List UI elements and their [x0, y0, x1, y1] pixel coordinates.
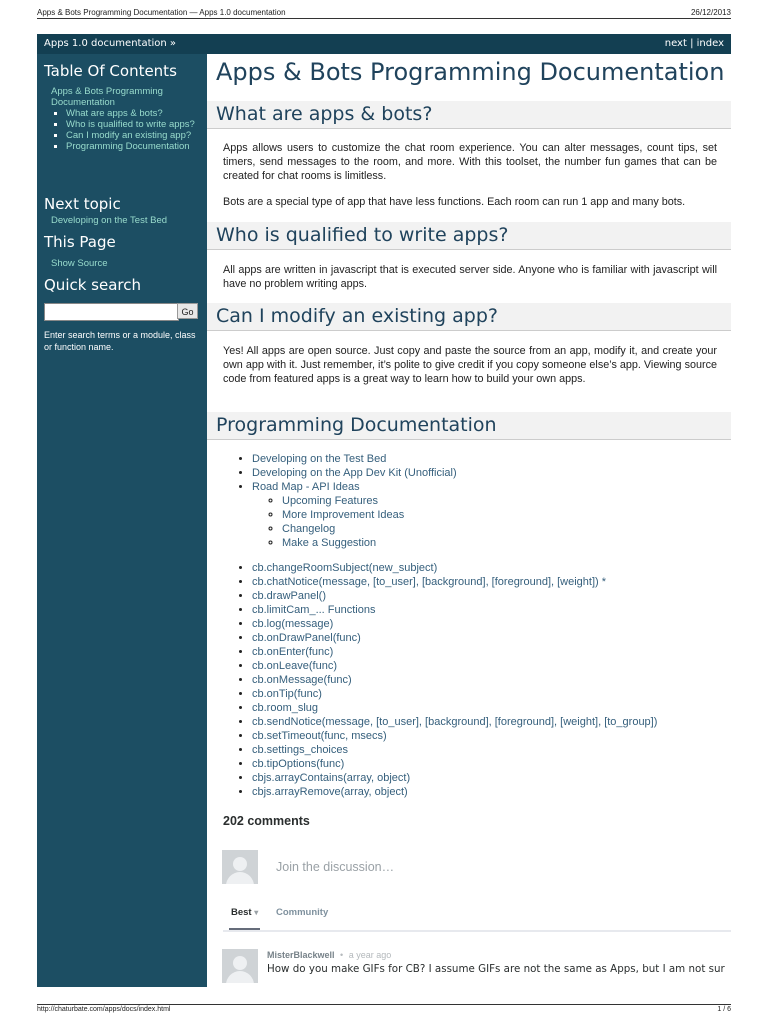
comment-avatar[interactable] — [222, 949, 258, 983]
list-item — [252, 729, 657, 743]
list-item — [252, 480, 457, 550]
list-item — [252, 466, 457, 480]
toc-link-programming-docs[interactable]: Programming Documentation — [66, 141, 190, 152]
toc-item — [66, 108, 201, 119]
search-go-button[interactable]: Go — [177, 303, 198, 319]
toc-link-modify-app[interactable]: Can I modify an existing app? — [66, 130, 192, 141]
tab-best-label: Best — [231, 907, 252, 918]
paragraph: Yes! All apps are open source. Just copy and paste the source from an app, modify it, and create your own app with it. Just remember, it’s polite to give credit if you copy someone else’s app. Viewing source code from featured apps is a great way to learn how to build your own apps. — [223, 345, 717, 385]
list-item — [252, 659, 657, 673]
api-link[interactable]: cb.changeRoomSubject(new_subject) — [252, 562, 438, 574]
search-input[interactable] — [44, 303, 179, 321]
toc-item — [66, 141, 201, 152]
api-link-list — [252, 561, 657, 799]
api-link[interactable]: cb.sendNotice(message, [to_user], [background], [foreground], [weight], [to_group]) — [252, 716, 658, 728]
sidebar — [37, 54, 207, 987]
toc-title: Table Of Contents — [44, 62, 177, 80]
comment-sort-tabs — [223, 906, 731, 932]
list-item — [282, 522, 457, 536]
print-footer-rule — [37, 1004, 731, 1005]
api-link[interactable]: cb.onLeave(func) — [252, 660, 337, 672]
list-item — [252, 757, 657, 771]
related-nav-bar — [37, 34, 731, 54]
search-help-text: Enter search terms or a module, class or function name. — [44, 330, 196, 352]
link-developing-test-bed[interactable]: Developing on the Test Bed — [252, 453, 387, 465]
toc-tree — [51, 86, 201, 152]
comment-count: 202 comments — [223, 814, 310, 828]
related-nav-right — [665, 38, 724, 49]
index-link[interactable]: index — [696, 38, 724, 49]
api-link[interactable]: cb.setTimeout(func, msecs) — [252, 730, 387, 742]
toc-root-link[interactable]: Apps & Bots Programming Documentation — [51, 86, 163, 108]
docs-home-link[interactable]: Apps 1.0 documentation » — [44, 38, 177, 49]
list-item — [252, 687, 657, 701]
section-heading-who-is-qualified: Who is qualified to write apps? — [207, 222, 731, 250]
api-link[interactable]: cb.drawPanel() — [252, 590, 326, 602]
toc-list — [51, 108, 201, 152]
next-topic-link[interactable]: Developing on the Test Bed — [51, 215, 168, 226]
api-link[interactable]: cb.chatNotice(message, [to_user], [background], [foreground], [weight]) * — [252, 576, 607, 588]
list-item — [252, 771, 657, 785]
api-link[interactable]: cbjs.arrayContains(array, object) — [252, 772, 411, 784]
api-link[interactable]: cb.onTip(func) — [252, 688, 322, 700]
link-improvement-ideas[interactable]: More Improvement Ideas — [282, 509, 405, 521]
show-source-link[interactable]: Show Source — [51, 258, 108, 269]
list-item — [252, 645, 657, 659]
list-item — [252, 631, 657, 645]
api-link[interactable]: cb.room_slug — [252, 702, 319, 714]
list-item — [252, 743, 657, 757]
list-item — [252, 673, 657, 687]
api-link[interactable]: cb.onMessage(func) — [252, 674, 352, 686]
list-item — [252, 785, 657, 799]
join-discussion-input[interactable]: Join the discussion… — [276, 860, 395, 874]
this-page-title: This Page — [44, 233, 116, 251]
print-footer-page: 1 / 6 — [717, 1006, 731, 1013]
toc-link-what-are-apps[interactable]: What are apps & bots? — [66, 108, 163, 119]
roadmap-sublist — [252, 494, 457, 550]
api-link[interactable]: cbjs.arrayRemove(array, object) — [252, 786, 408, 798]
list-item — [282, 494, 457, 508]
link-changelog[interactable]: Changelog — [282, 523, 336, 535]
comment-time[interactable]: a year ago — [348, 950, 392, 960]
next-link[interactable]: next — [664, 38, 687, 49]
list-item — [252, 701, 657, 715]
api-link[interactable]: cb.settings_choices — [252, 744, 348, 756]
toc-item — [66, 130, 201, 141]
list-item — [252, 603, 657, 617]
section-heading-what-are-apps: What are apps & bots? — [207, 101, 731, 129]
list-item — [252, 617, 657, 631]
print-header-date: 26/12/2013 — [690, 8, 731, 17]
list-item — [252, 561, 657, 575]
print-header-title: Apps & Bots Programming Documentation — Apps 1.0 documentation — [37, 8, 286, 17]
comment-text: How do you make GIFs for CB? I assume GIFs are not the same as Apps, but I am not sur — [267, 963, 725, 975]
tab-best[interactable] — [229, 906, 260, 930]
current-user-avatar — [222, 850, 258, 884]
nav-separator: | — [690, 38, 694, 49]
guide-link-list — [252, 452, 457, 550]
api-link[interactable]: cb.tipOptions(func) — [252, 758, 345, 770]
toc-item — [66, 119, 201, 130]
list-item — [252, 575, 657, 589]
print-header-rule — [37, 18, 731, 19]
list-item — [252, 715, 657, 729]
api-link[interactable]: cb.limitCam_... Functions — [252, 604, 376, 616]
page-title: Apps & Bots Programming Documentation — [216, 58, 725, 86]
api-link[interactable]: cb.log(message) — [252, 618, 334, 630]
list-item — [252, 589, 657, 603]
toc-link-who-is-qualified[interactable]: Who is qualified to write apps? — [66, 119, 195, 130]
api-link[interactable]: cb.onEnter(func) — [252, 646, 334, 658]
paragraph: Apps allows users to customize the chat room experience. You can alter messages, count tips, set timers, send messages to the room, and more. With this toolset, the number fun games that can be created for chat rooms is limitless. — [223, 142, 717, 182]
meta-separator: • — [340, 950, 344, 960]
tab-community[interactable]: Community — [276, 907, 329, 918]
list-item — [252, 452, 457, 466]
print-footer — [37, 1006, 731, 1018]
next-topic-title: Next topic — [44, 195, 121, 213]
comment-meta — [267, 950, 391, 960]
link-upcoming-features[interactable]: Upcoming Features — [282, 495, 378, 507]
section-heading-modify-app: Can I modify an existing app? — [207, 303, 731, 331]
paragraph: All apps are written in javascript that is executed server side. Anyone who is familiar with javascript will have no problem writing apps. — [223, 264, 717, 290]
api-link[interactable]: cb.onDrawPanel(func) — [252, 632, 361, 644]
print-footer-url: http://chaturbate.com/apps/docs/index.html — [37, 1006, 171, 1013]
list-item — [282, 508, 457, 522]
link-road-map[interactable]: Road Map - API Ideas — [252, 481, 360, 493]
paragraph: Bots are a special type of app that have less functions. Each room can run 1 app and many bots. — [223, 196, 686, 208]
section-heading-programming-docs: Programming Documentation — [207, 412, 731, 440]
list-item — [282, 536, 457, 550]
chevron-down-icon: ▾ — [254, 908, 259, 917]
quick-search-title: Quick search — [44, 276, 142, 294]
link-make-suggestion[interactable]: Make a Suggestion — [282, 537, 377, 549]
comment-author[interactable]: MisterBlackwell — [267, 950, 335, 960]
link-app-dev-kit[interactable]: Developing on the App Dev Kit (Unofficial) — [252, 467, 457, 479]
